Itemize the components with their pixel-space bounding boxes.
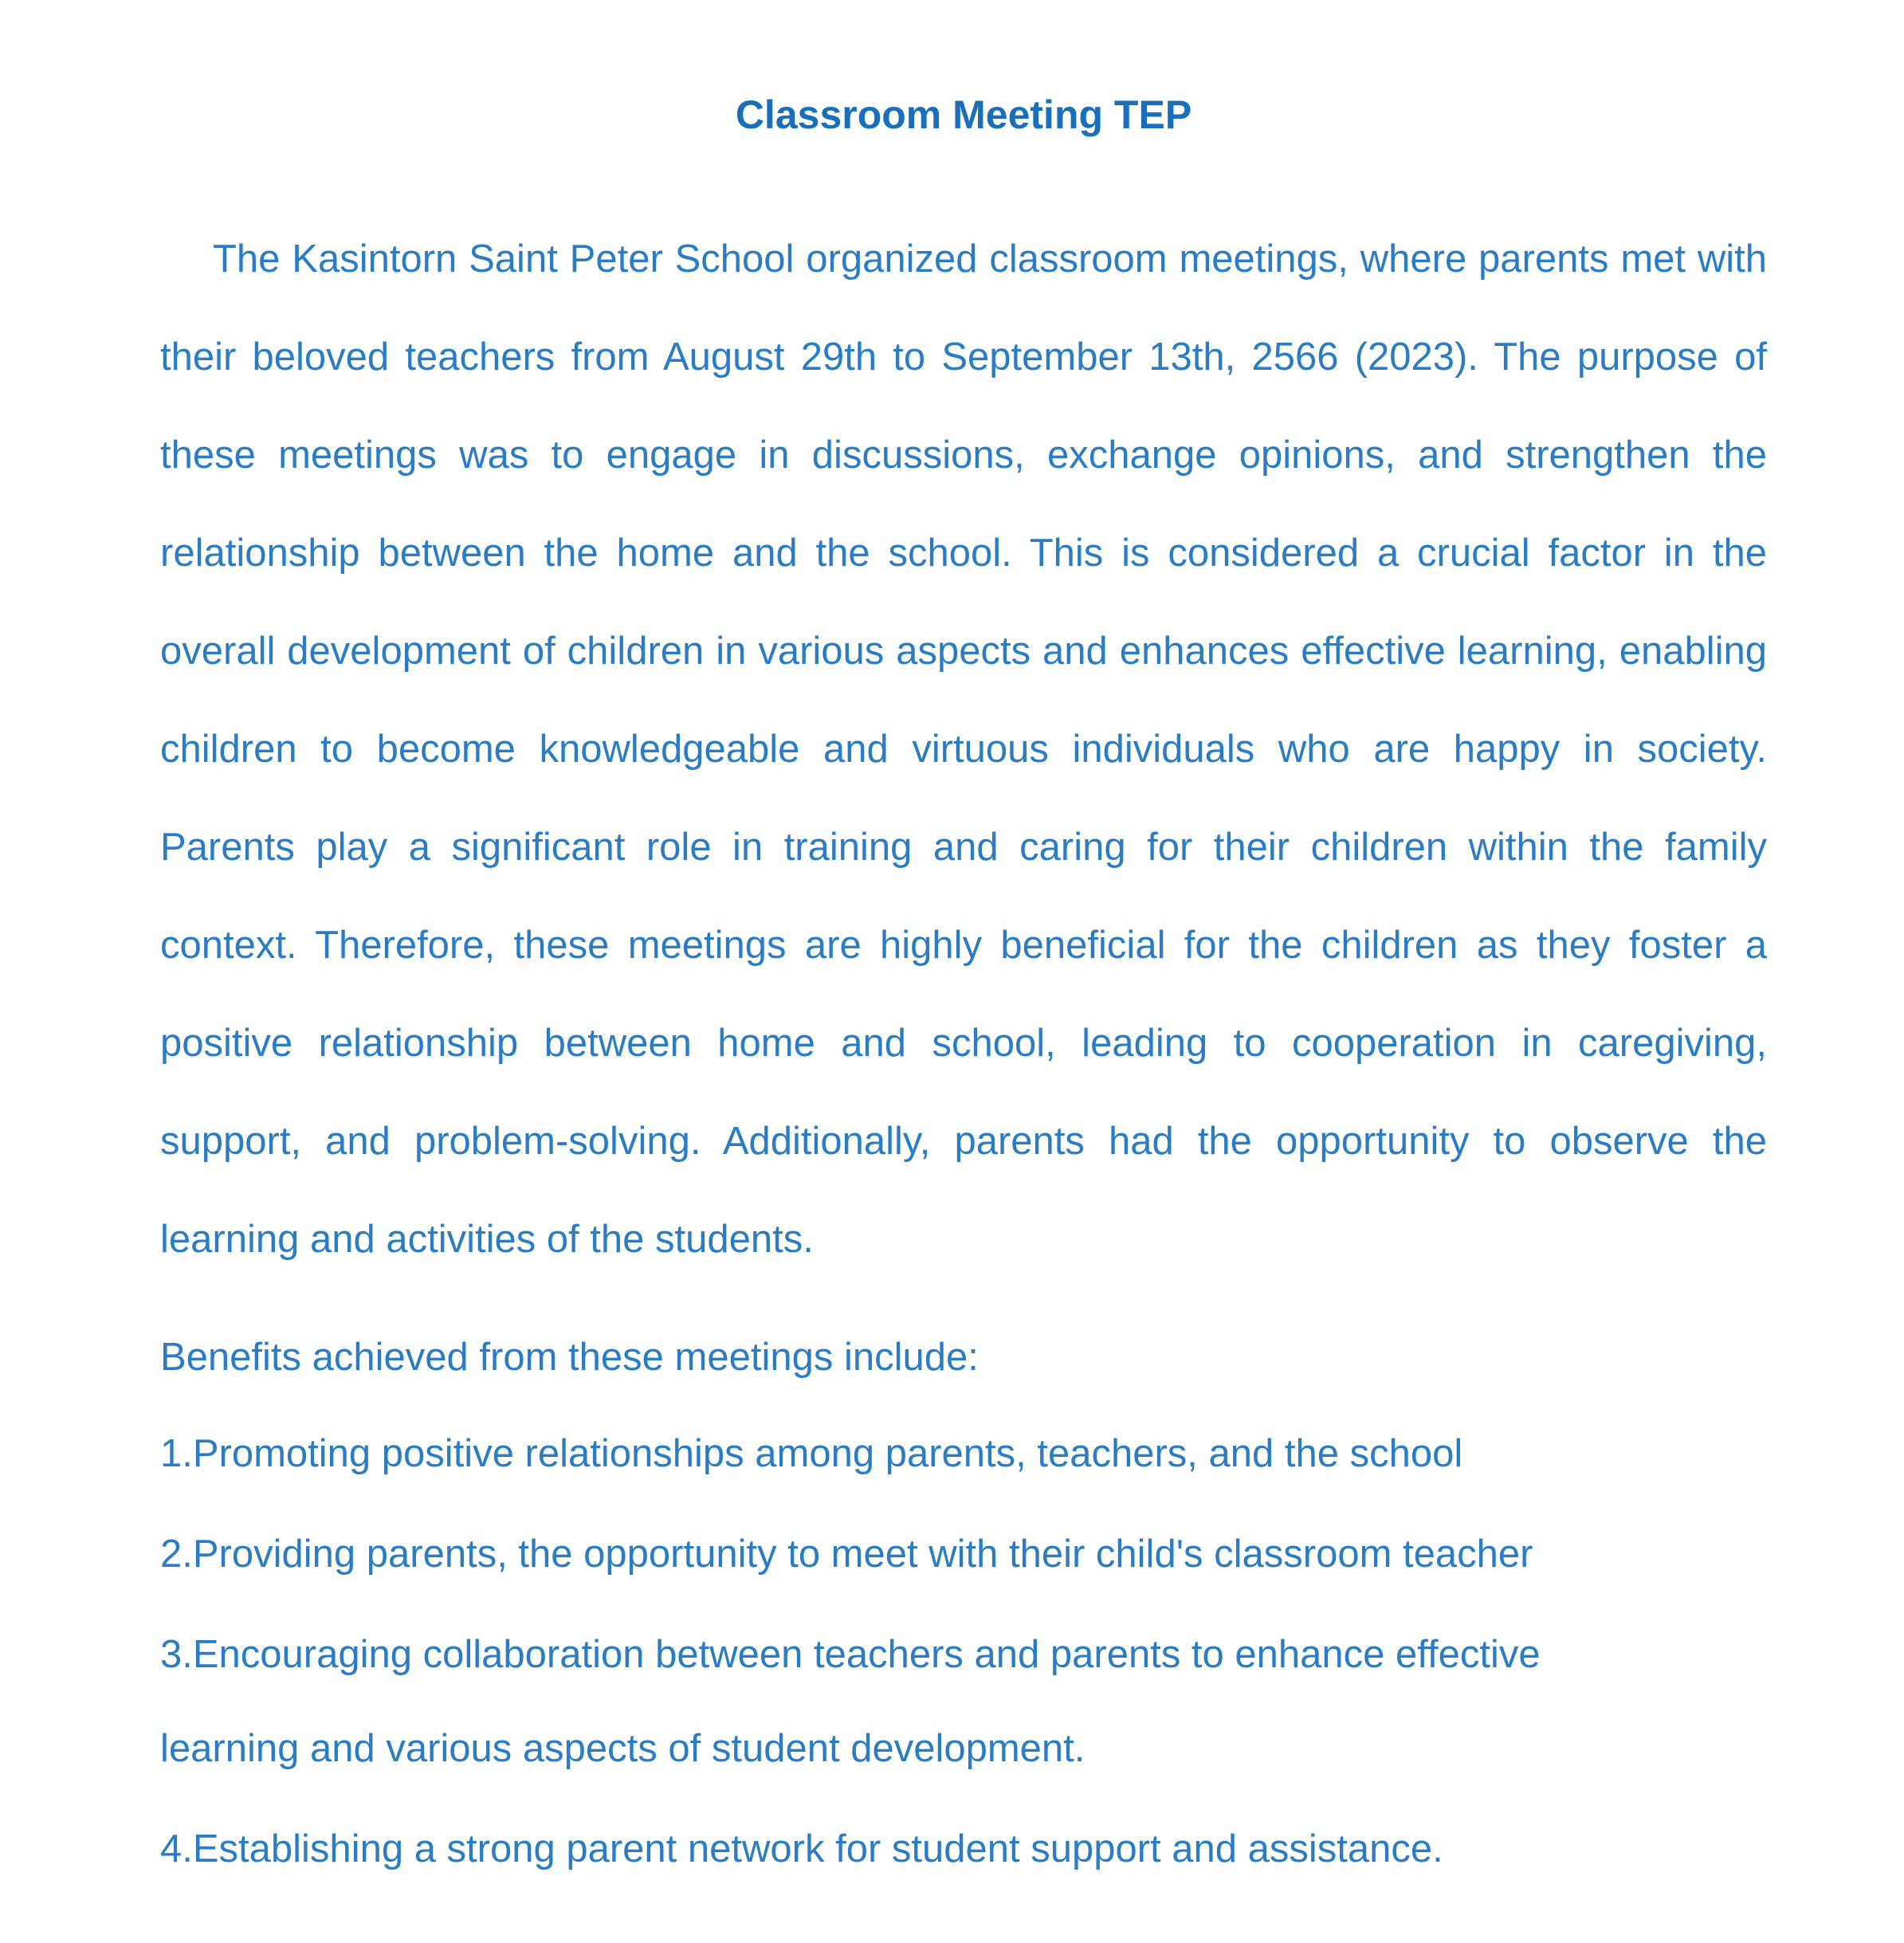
benefit-item-3: 3.Encouraging collaboration between teachers and parents to enhance effective learning and various aspects of student development. [160,1633,1541,1770]
benefit-item-1: 1.Promoting positive relationships among parents, teachers, and the school [160,1432,1463,1475]
benefit-item-4: 4.Establishing a strong parent network for student support and assistance. [160,1827,1443,1870]
intro-paragraph: The Kasintorn Saint Peter School organized classroom meetings, where parents met with their beloved teachers from August 29th to September 13th, 2566 (2023). The purpose of these meetings was to engage in discussions, exchange opinions, and strengthen the relationship between the home and the school. This is considered a crucial factor in the overall development of children in various aspects and enhances effective learning, enabling children to become knowledgeable and virtuous individuals who are happy in society. Parents play a significant role in training and caring for their children within the family context. Therefore, these meetings are highly beneficial for the children as they foster a positive relationship between home and school, leading to cooperation in caregiving, support, and problem-solving. Additionally, parents had the opportunity to observe the learning and activities of the students. [160,237,1767,1261]
document-page [160,80,1767,1902]
benefit-item-2: 2.Providing parents, the opportunity to meet with their child's classroom teacher [160,1533,1533,1576]
document-title: Classroom Meeting TEP [735,92,1192,137]
benefits-heading: Benefits achieved from these meetings include: [160,1336,979,1379]
benefits-list [160,1407,1767,1896]
